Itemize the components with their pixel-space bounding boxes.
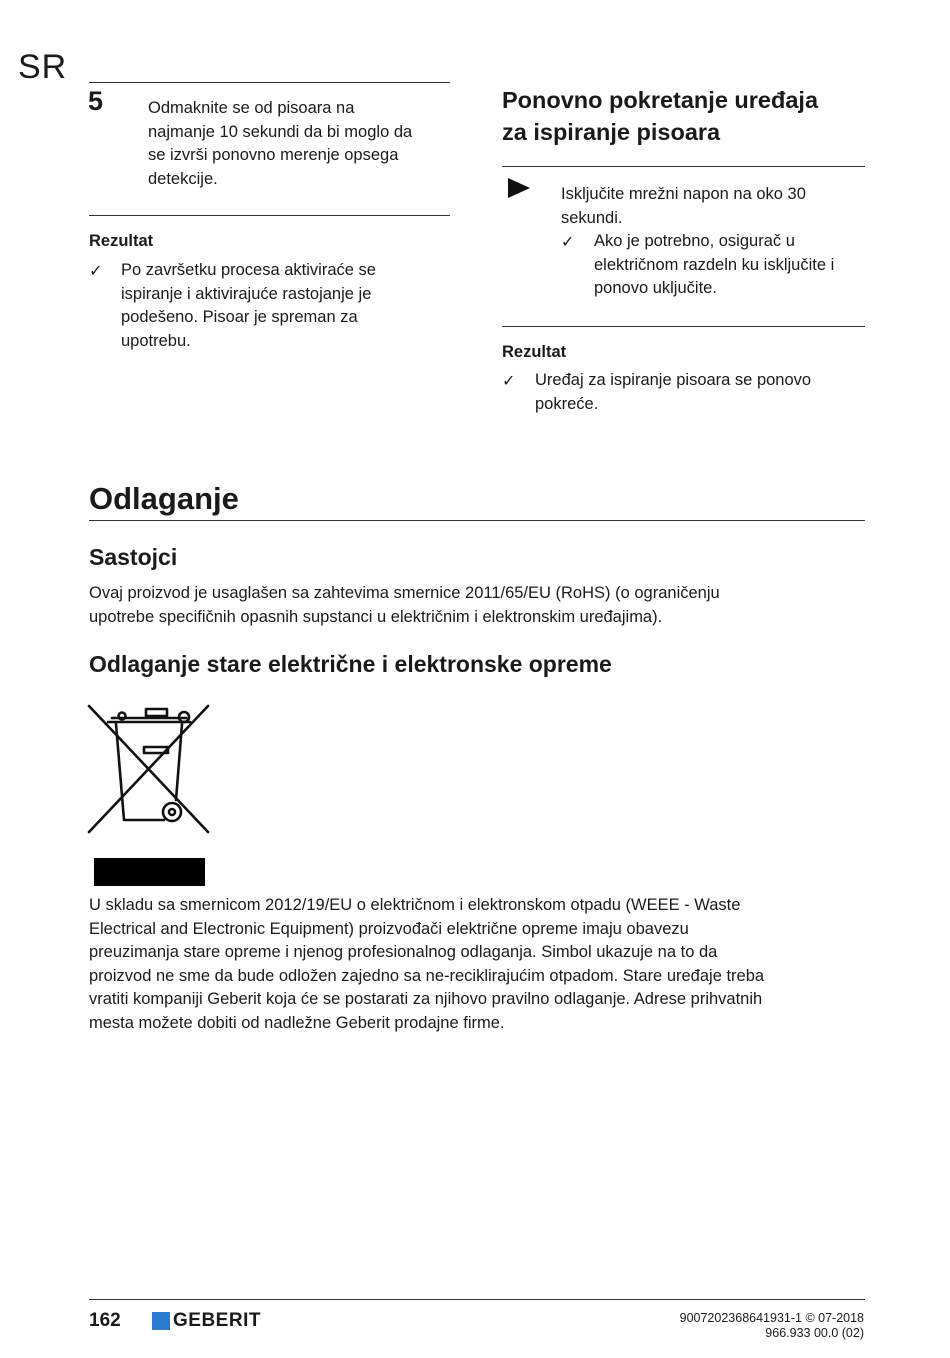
action-arrow-icon <box>508 178 530 198</box>
crossed-out-wheelie-bin-icon <box>86 702 212 836</box>
geberit-logo <box>152 1310 261 1332</box>
language-tag: SR <box>18 48 68 86</box>
weee-black-bar <box>94 858 205 886</box>
logo-square-icon <box>152 1312 170 1330</box>
action-text: Isključite mrežni napon na oko 30 sekundi. <box>561 185 806 227</box>
components-heading: Sastojci <box>89 544 178 570</box>
disposal-title: Odlaganje <box>89 481 239 516</box>
result-label-left: Rezultat <box>89 232 154 250</box>
page-number: 162 <box>89 1310 121 1331</box>
step-text: Odmaknite se od pisoara na najmanje 10 sekundi da bi moglo da se izvrši ponovno merenje opsega detekcije. <box>148 99 413 188</box>
check-icon: ✓ <box>502 373 516 390</box>
check-icon: ✓ <box>89 263 103 280</box>
weee-text: U skladu sa smernicom 2012/19/EU o električnom i elektronskom otpadu (WEEE - Waste Electrical and Electronic Equipment) proizvođači električne opreme imaju obavezu preuzimanja stare opreme i njenog profesionalnog odlaganja. Simbol ukazuje na to da proizvod ne sme da bude odložen zajedno sa ne-reciklirajućim otpadom. Stare uređaje treba vratiti kompaniji Geberit koja će se postarati za njihovo pravilno odlaganje. Adrese prihvatnih mesta možete dobiti od nadležne Geberit prodajne firme. <box>89 896 765 1032</box>
divider-restart <box>502 166 865 167</box>
sub-check-text: Ako je potrebno, osigurač u električnom razdeln ku isključite i ponovo uključite. <box>594 232 835 297</box>
divider-result-left <box>89 215 450 216</box>
components-text: Ovaj proizvod je usaglašen sa zahtevima smernice 2011/65/EU (RoHS) (o ograničenju upotrebe specifičnih opasnih supstanci u električnim i elektronskim uređajima). <box>89 584 720 626</box>
divider-top-left <box>89 82 450 83</box>
divider-disposal <box>89 520 865 521</box>
divider-result-right <box>502 326 865 327</box>
result-text-left: Po završetku procesa aktiviraće se ispiranje i aktivirajuće rastojanje je podešeno. Pisoar je spreman za upotrebu. <box>121 261 376 350</box>
result-text-right: Uređaj za ispiranje pisoara se ponovo pokreće. <box>535 371 812 413</box>
logo-text: GEBERIT <box>173 1310 261 1331</box>
footer-divider <box>89 1299 865 1300</box>
check-icon: ✓ <box>561 234 575 251</box>
weee-heading: Odlaganje stare električne i elektronske opreme <box>89 651 612 677</box>
result-label-right: Rezultat <box>502 343 567 361</box>
restart-heading: Ponovno pokretanje uređaja za ispiranje pisoara <box>502 87 819 145</box>
step-number: 5 <box>88 86 104 116</box>
document-id: 9007202368641931-1 © 07-2018 966.933 00.0 (02) <box>679 1311 864 1340</box>
